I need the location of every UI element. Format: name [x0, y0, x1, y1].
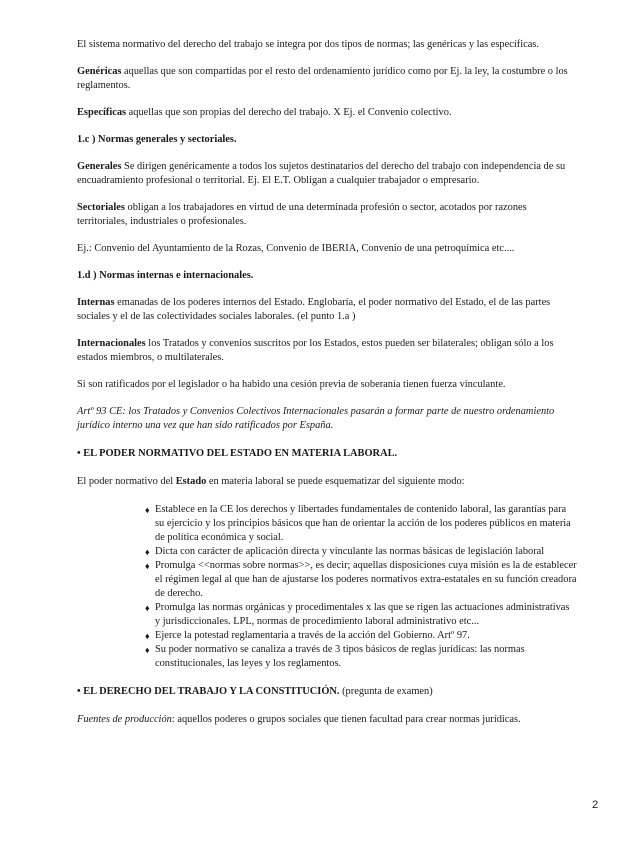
ejemplo-paragraph: Ej.: Convenio del Ayuntamiento de la Rozas, Convenio de IBERIA, Convenio de una petroquímica etc.... [77, 243, 515, 254]
especificas-text: aquellas que son propias del derecho del trabajo. X Ej. el Convenio colectivo. [126, 107, 452, 118]
fuentes-paragraph [77, 713, 577, 727]
diamond-bullet-icon: ♦ [145, 603, 150, 613]
heading-poder-normativo: • EL PODER NORMATIVO DEL ESTADO EN MATERIA LABORAL. [77, 448, 398, 459]
intro-paragraph: El sistema normativo del derecho del trabajo se integra por dos tipos de normas; las genéricas y las específicas. [77, 39, 539, 50]
diamond-bullet-icon: ♦ [145, 631, 150, 641]
internacionales-text: los Tratados y convenios suscritos por los Estados, estos pueden ser bilaterales; obligan sólo a los estados miembros, o multilaterales. [77, 338, 554, 363]
fuentes-term: Fuentes de producción [77, 714, 172, 725]
list-item: ♦ Ejerce la potestad reglamentaria a través de la acción del Gobierno. Artº 97. [145, 630, 470, 641]
list-item: ♦ Promulga las normas orgánicas y procedimentales x las que se rigen las actuaciones administrativas y jurisdiccionales. LPL, normas de procedimiento laboral administrativo etc... [145, 602, 570, 627]
poder-intro-paragraph: El poder normativo del Estado en materia laboral se puede esquematizar del siguiente modo: [77, 476, 465, 487]
constitucion-note: (pregunta de examen) [339, 686, 433, 697]
heading-1d: 1.d ) Normas internas e internacionales. [77, 270, 254, 281]
generales-term: Generales [77, 161, 122, 172]
especificas-paragraph [77, 106, 577, 120]
internas-paragraph [77, 296, 577, 324]
list-item: ♦ Dicta con carácter de aplicación directa y vinculante las normas básicas de legislación laboral [145, 546, 545, 557]
internacionales-term: Internacionales [77, 338, 146, 349]
list-item: ♦ Establece en la CE los derechos y libertades fundamentales de contenido laboral, las garantías para su ejercicio y los principios básicos que han de orientar la acción de los poderes públicos en materia de política económica y social. [145, 504, 571, 543]
list-item: ♦ Su poder normativo se canaliza a través de 3 tipos básicos de reglas jurídicas: las normas constitucionales, las leyes y los reglamentos. [145, 644, 525, 669]
internacionales-paragraph [77, 337, 577, 365]
genericas-paragraph [77, 65, 577, 93]
internas-term: Internas [77, 297, 115, 308]
diamond-bullet-icon: ♦ [145, 645, 150, 655]
sectoriales-term: Sectoriales [77, 202, 125, 213]
poder-normativo-list [77, 503, 577, 671]
art93-paragraph: Artº 93 CE: los Tratados y Convenios Colectivos Internacionales pasarán a formar parte de nuestro ordenamiento jurídico interno una vez que han sido ratificados por España. [77, 406, 555, 431]
sectoriales-paragraph [77, 201, 577, 229]
diamond-bullet-icon: ♦ [145, 505, 150, 515]
genericas-text: aquellas que son compartidas por el resto del ordenamiento jurídico como por Ej. la ley, la costumbre o los reglamentos. [77, 66, 568, 91]
diamond-bullet-icon: ♦ [145, 547, 150, 557]
especificas-term: Específicas [77, 107, 127, 118]
ratificados-paragraph: Si son ratificados por el legislador o ha habido una cesión previa de soberanía tienen fuerza vinculante. [77, 379, 506, 390]
generales-text: Se dirigen genéricamente a todos los sujetos destinatarios del derecho del trabajo con independencia de su encuadramiento profesional o territorial. Ej. El E.T. Obligan a cualquier trabajador o empresario. [77, 161, 566, 186]
diamond-bullet-icon: ♦ [145, 561, 150, 571]
sectoriales-text: obligan a los trabajadores en virtud de una determinada profesión o sector, acotados por razones territoriales, industriales o profesionales. [77, 202, 527, 227]
heading-constitucion: • EL DERECHO DEL TRABAJO Y LA CONSTITUCIÓN. (pregunta de examen) [77, 686, 433, 697]
generales-paragraph [77, 160, 577, 188]
estado-term: Estado [175, 476, 207, 487]
document-page [77, 38, 577, 727]
page-number: 2 [592, 799, 599, 811]
internas-text: emanadas de los poderes internos del Estado. Englobaría, el poder normativo del Estado, el de las partes sociales y el de las colectividades sociales laborales. (el punto 1.a ) [77, 297, 551, 322]
heading-1c: 1.c ) Normas generales y sectoriales. [77, 134, 237, 145]
genericas-term: Genéricas [77, 66, 122, 77]
fuentes-text: : aquellos poderes o grupos sociales que tienen facultad para crear normas jurídicas. [171, 714, 521, 725]
list-item: ♦ Promulga <<normas sobre normas>>, es decir; aquellas disposiciones cuya misión es la de establecer el régimen legal al que han de ajustarse los poderes normativos extra-estatales en su función creadora de derecho. [145, 560, 577, 599]
